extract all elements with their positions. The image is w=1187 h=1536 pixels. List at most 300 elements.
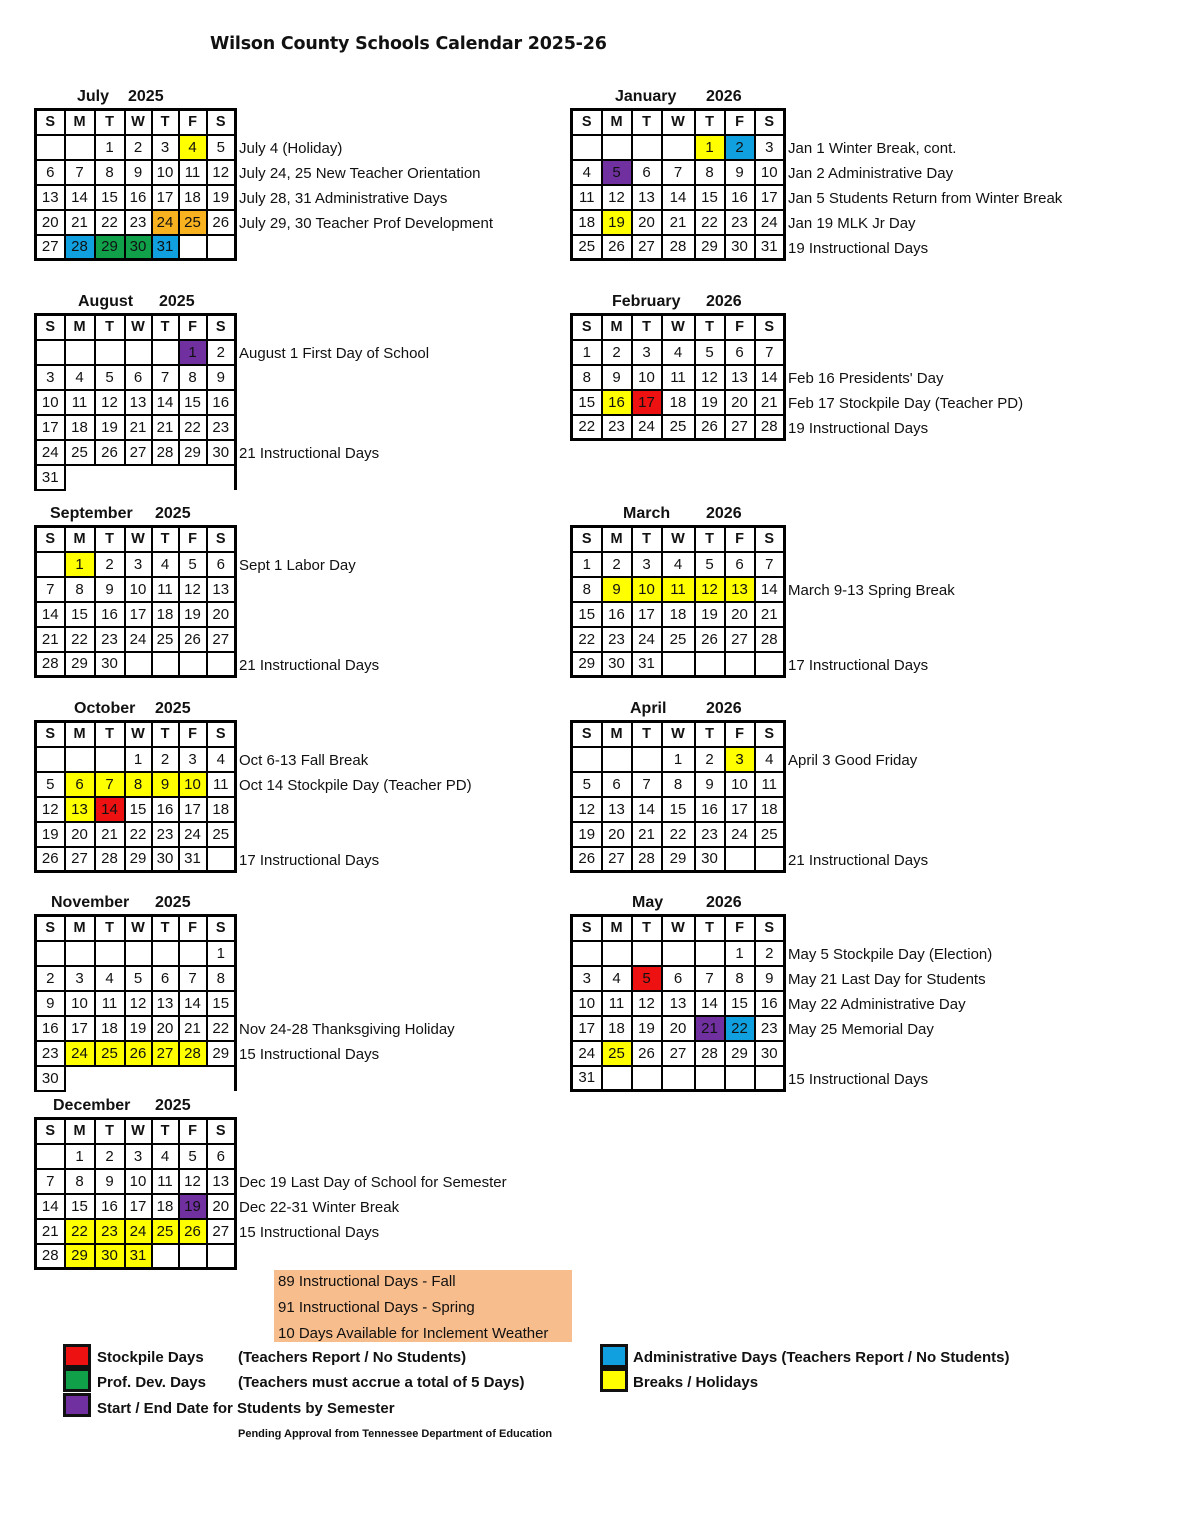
day-cell: 30 [95, 652, 125, 677]
instructional-days-summary [274, 1270, 572, 1342]
empty-day-cell [662, 135, 695, 160]
empty-day-cell [725, 1066, 755, 1091]
day-cell: 16 [95, 602, 125, 627]
empty-day-cell [152, 941, 179, 966]
day-cell: 12 [695, 365, 725, 390]
empty-day-cell [572, 941, 602, 966]
weekday-label: T [152, 315, 179, 340]
day-cell: 3 [755, 135, 785, 160]
month-note: Jan 5 Students Return from Winter Break [788, 190, 1063, 207]
empty-day-cell [125, 652, 152, 677]
week-row [36, 991, 236, 1016]
month-note: 21 Instructional Days [239, 445, 380, 462]
week-row [36, 415, 236, 440]
day-cell: 15 [572, 602, 602, 627]
empty-day-cell [572, 135, 602, 160]
day-cell: 4 [572, 160, 602, 185]
month-year: 2026 [706, 293, 742, 310]
day-cell: 2 [755, 941, 785, 966]
day-cell: 16 [695, 797, 725, 822]
week-row [36, 1066, 236, 1091]
month-grid-mar-2026 [570, 525, 786, 678]
weekday-label: M [602, 110, 632, 135]
weekday-label: F [179, 527, 207, 552]
day-cell: 22 [179, 415, 207, 440]
empty-day-cell [602, 1066, 632, 1091]
day-cell: 13 [207, 1169, 236, 1194]
empty-day-cell [695, 941, 725, 966]
day-cell: 1 [65, 552, 95, 577]
month-year: 2026 [706, 505, 742, 522]
weekday-label: F [725, 916, 755, 941]
day-cell: 25 [572, 235, 602, 260]
weekday-label: W [125, 1119, 152, 1144]
day-cell: 27 [125, 440, 152, 465]
month-note: Dec 22-31 Winter Break [239, 1199, 400, 1216]
week-row [572, 552, 785, 577]
day-cell: 21 [36, 1219, 65, 1244]
week-row [36, 1144, 236, 1169]
week-row [572, 1041, 785, 1066]
weekday-label: W [125, 527, 152, 552]
week-row [572, 365, 785, 390]
day-cell: 25 [755, 822, 785, 847]
day-cell: 20 [36, 210, 65, 235]
day-cell: 7 [179, 966, 207, 991]
day-cell: 5 [125, 966, 152, 991]
month-name: March [623, 505, 671, 522]
weekday-label: W [662, 916, 695, 941]
day-cell: 29 [695, 235, 725, 260]
day-cell: 21 [65, 210, 95, 235]
day-cell: 12 [207, 160, 236, 185]
day-cell: 30 [725, 235, 755, 260]
day-cell: 23 [95, 1219, 125, 1244]
day-cell: 15 [125, 797, 152, 822]
day-cell: 21 [755, 390, 785, 415]
week-row [36, 135, 236, 160]
day-cell: 10 [755, 160, 785, 185]
weekday-label: M [602, 916, 632, 941]
day-cell: 24 [179, 822, 207, 847]
day-cell: 23 [602, 415, 632, 440]
weekday-label: S [207, 722, 236, 747]
weekday-label: S [572, 110, 602, 135]
day-cell: 6 [725, 552, 755, 577]
empty-day-cell [755, 1066, 785, 1091]
month-note: Nov 24-28 Thanksgiving Holiday [239, 1021, 455, 1038]
day-cell: 17 [36, 415, 65, 440]
day-cell: 9 [695, 772, 725, 797]
day-cell: 26 [179, 1219, 207, 1244]
day-cell: 23 [152, 822, 179, 847]
weekday-label: T [95, 916, 125, 941]
month-note: July 24, 25 New Teacher Orientation [239, 165, 481, 182]
day-cell: 10 [632, 365, 662, 390]
day-cell: 10 [179, 772, 207, 797]
weekday-label: F [179, 1119, 207, 1144]
weekday-label: T [95, 722, 125, 747]
day-cell: 28 [662, 235, 695, 260]
day-cell: 28 [755, 415, 785, 440]
day-cell: 7 [36, 577, 65, 602]
legend-label-admin: Administrative Days (Teachers Report / No Students) [633, 1349, 1010, 1366]
legend-swatch-holiday [600, 1368, 628, 1392]
week-row [572, 1066, 785, 1091]
day-cell: 6 [725, 340, 755, 365]
day-cell: 17 [125, 1194, 152, 1219]
empty-day-cell [179, 941, 207, 966]
empty-day-cell [695, 1066, 725, 1091]
day-cell: 4 [95, 966, 125, 991]
day-cell: 16 [755, 991, 785, 1016]
day-cell: 26 [207, 210, 236, 235]
empty-day-cell [36, 1144, 65, 1169]
day-cell: 17 [725, 797, 755, 822]
weekday-label: M [602, 527, 632, 552]
day-cell: 29 [125, 847, 152, 872]
empty-day-cell [65, 340, 95, 365]
month-name: October [74, 700, 136, 717]
day-cell: 27 [207, 627, 236, 652]
day-cell: 1 [695, 135, 725, 160]
day-cell: 8 [725, 966, 755, 991]
empty-day-cell [207, 235, 236, 260]
day-cell: 2 [725, 135, 755, 160]
day-cell: 7 [65, 160, 95, 185]
month-name: July [77, 88, 110, 105]
day-cell: 31 [125, 1244, 152, 1269]
empty-day-cell [725, 652, 755, 677]
day-cell: 28 [36, 1244, 65, 1269]
day-cell: 4 [152, 552, 179, 577]
empty-day-cell [36, 340, 65, 365]
empty-day-cell [572, 747, 602, 772]
day-cell: 19 [36, 822, 65, 847]
day-cell: 2 [695, 747, 725, 772]
day-cell: 13 [662, 991, 695, 1016]
day-cell: 28 [65, 235, 95, 260]
day-cell: 15 [725, 991, 755, 1016]
day-cell: 15 [65, 602, 95, 627]
day-cell: 7 [695, 966, 725, 991]
day-cell: 27 [65, 847, 95, 872]
day-cell: 16 [602, 602, 632, 627]
day-cell: 24 [755, 210, 785, 235]
day-cell: 29 [65, 1244, 95, 1269]
day-cell: 5 [695, 340, 725, 365]
weekday-label: T [152, 722, 179, 747]
day-cell: 6 [632, 160, 662, 185]
month-note: August 1 First Day of School [239, 345, 430, 362]
week-row [36, 822, 236, 847]
weekday-header-row [36, 722, 236, 747]
day-cell: 20 [602, 822, 632, 847]
month-note: 15 Instructional Days [239, 1224, 380, 1241]
day-cell: 3 [179, 747, 207, 772]
day-cell: 11 [207, 772, 236, 797]
day-cell: 14 [755, 577, 785, 602]
empty-day-cell [125, 941, 152, 966]
month-name: December [53, 1097, 131, 1114]
empty-day-cell [36, 135, 65, 160]
day-cell: 19 [179, 1194, 207, 1219]
day-cell: 1 [572, 552, 602, 577]
day-cell: 30 [695, 847, 725, 872]
day-cell: 20 [725, 390, 755, 415]
weekday-label: S [207, 527, 236, 552]
day-cell: 29 [95, 235, 125, 260]
day-cell: 17 [179, 797, 207, 822]
day-cell: 5 [179, 552, 207, 577]
weekday-label: S [572, 722, 602, 747]
day-cell: 12 [632, 991, 662, 1016]
month-note: May 5 Stockpile Day (Election) [788, 946, 993, 963]
weekday-label: S [572, 916, 602, 941]
week-row [572, 185, 785, 210]
day-cell: 8 [95, 160, 125, 185]
month-note: 21 Instructional Days [788, 852, 929, 869]
weekday-header-row [572, 110, 785, 135]
day-cell: 13 [152, 991, 179, 1016]
day-cell: 11 [572, 185, 602, 210]
weekday-header-row [36, 315, 236, 340]
week-row [36, 1016, 236, 1041]
legend-swatch-admin [600, 1344, 628, 1368]
day-cell: 6 [36, 160, 65, 185]
empty-day-cell [65, 135, 95, 160]
legend-swatch-start-end [63, 1393, 91, 1417]
month-note: May 25 Memorial Day [788, 1021, 934, 1038]
day-cell: 21 [755, 602, 785, 627]
day-cell: 16 [125, 185, 152, 210]
weekday-label: M [602, 722, 632, 747]
day-cell: 1 [662, 747, 695, 772]
day-cell: 28 [755, 627, 785, 652]
legend-desc-prof-dev: (Teachers must accrue a total of 5 Days) [238, 1374, 525, 1391]
weekday-label: S [755, 110, 785, 135]
legend-label-prof-dev: Prof. Dev. Days [97, 1374, 206, 1391]
week-row [572, 160, 785, 185]
legend-swatch-prof-dev [63, 1368, 91, 1392]
day-cell: 12 [95, 390, 125, 415]
empty-day-cell [95, 941, 125, 966]
week-row [572, 235, 785, 260]
empty-day-cell [755, 652, 785, 677]
weekday-header-row [36, 916, 236, 941]
empty-day-cell [662, 1066, 695, 1091]
day-cell: 21 [179, 1016, 207, 1041]
week-row [572, 652, 785, 677]
day-cell: 11 [179, 160, 207, 185]
month-grid-feb-2026 [570, 313, 786, 441]
weekday-label: T [632, 527, 662, 552]
month-year: 2025 [128, 88, 164, 105]
empty-day-cell [662, 941, 695, 966]
day-cell: 26 [632, 1041, 662, 1066]
day-cell: 8 [207, 966, 236, 991]
weekday-label: M [65, 315, 95, 340]
day-cell: 15 [179, 390, 207, 415]
day-cell: 16 [725, 185, 755, 210]
day-cell: 22 [572, 415, 602, 440]
weekday-header-row [572, 722, 785, 747]
page-title: Wilson County Schools Calendar 2025-26 [210, 34, 607, 54]
day-cell: 27 [662, 1041, 695, 1066]
day-cell: 21 [95, 822, 125, 847]
day-cell: 4 [602, 966, 632, 991]
weekday-label: S [207, 110, 236, 135]
day-cell: 11 [755, 772, 785, 797]
month-note: 19 Instructional Days [788, 420, 929, 437]
day-cell: 24 [572, 1041, 602, 1066]
day-cell: 2 [95, 552, 125, 577]
day-cell: 29 [662, 847, 695, 872]
day-cell: 13 [65, 797, 95, 822]
weekday-label: S [207, 315, 236, 340]
day-cell: 27 [207, 1219, 236, 1244]
weekday-header-row [36, 110, 236, 135]
day-cell: 1 [125, 747, 152, 772]
day-cell: 2 [602, 340, 632, 365]
week-row [572, 577, 785, 602]
month-note: March 9-13 Spring Break [788, 582, 955, 599]
empty-day-cell [125, 340, 152, 365]
empty-day-cell [36, 552, 65, 577]
day-cell: 2 [95, 1144, 125, 1169]
weekday-label: F [179, 110, 207, 135]
legend-label-stockpile: Stockpile Days [97, 1349, 204, 1366]
day-cell: 7 [152, 365, 179, 390]
week-row [572, 966, 785, 991]
week-row [572, 340, 785, 365]
day-cell: 17 [152, 185, 179, 210]
day-cell: 5 [602, 160, 632, 185]
week-row [36, 340, 236, 365]
day-cell: 4 [152, 1144, 179, 1169]
day-cell: 11 [602, 991, 632, 1016]
day-cell: 7 [632, 772, 662, 797]
weekday-label: M [65, 1119, 95, 1144]
day-cell: 19 [125, 1016, 152, 1041]
weekday-label: T [695, 527, 725, 552]
day-cell: 31 [632, 652, 662, 677]
day-cell: 3 [725, 747, 755, 772]
day-cell: 25 [602, 1041, 632, 1066]
day-cell: 18 [572, 210, 602, 235]
day-cell: 16 [152, 797, 179, 822]
weekday-label: S [572, 527, 602, 552]
day-cell: 23 [725, 210, 755, 235]
day-cell: 22 [125, 822, 152, 847]
month-grid-jul-2025 [34, 108, 237, 261]
month-grid-sep-2025 [34, 525, 237, 678]
weekday-label: W [662, 315, 695, 340]
day-cell: 2 [207, 340, 236, 365]
weekday-label: S [36, 527, 65, 552]
week-row [36, 627, 236, 652]
day-cell: 18 [95, 1016, 125, 1041]
empty-day-cell [152, 1244, 179, 1269]
legend-label-start-end: Start / End Date for Students by Semester [97, 1400, 395, 1417]
weekday-label: T [632, 110, 662, 135]
empty-day-cell [95, 747, 125, 772]
day-cell: 4 [755, 747, 785, 772]
month-year: 2026 [706, 894, 742, 911]
day-cell: 10 [152, 160, 179, 185]
day-cell: 21 [695, 1016, 725, 1041]
day-cell: 3 [632, 552, 662, 577]
week-row [36, 1244, 236, 1269]
day-cell: 14 [632, 797, 662, 822]
empty-day-cell [36, 941, 65, 966]
weekday-label: W [662, 722, 695, 747]
day-cell: 17 [125, 602, 152, 627]
weekday-label: W [125, 722, 152, 747]
day-cell: 15 [572, 390, 602, 415]
empty-day-cell [179, 1244, 207, 1269]
month-grid-oct-2025 [34, 720, 237, 873]
day-cell: 22 [65, 1219, 95, 1244]
day-cell: 22 [572, 627, 602, 652]
day-cell: 19 [695, 602, 725, 627]
week-row [572, 747, 785, 772]
week-row [36, 185, 236, 210]
day-cell: 3 [65, 966, 95, 991]
day-cell: 31 [36, 465, 65, 490]
month-year: 2025 [159, 293, 195, 310]
weekday-header-row [572, 527, 785, 552]
day-cell: 23 [755, 1016, 785, 1041]
empty-day-cell [207, 847, 236, 872]
summary-fall: 89 Instructional Days - Fall [278, 1273, 456, 1290]
month-year: 2025 [155, 1097, 191, 1114]
day-cell: 29 [207, 1041, 236, 1066]
day-cell: 22 [95, 210, 125, 235]
month-note: May 22 Administrative Day [788, 996, 966, 1013]
day-cell: 17 [572, 1016, 602, 1041]
day-cell: 15 [65, 1194, 95, 1219]
day-cell: 1 [572, 340, 602, 365]
day-cell: 3 [632, 340, 662, 365]
day-cell: 25 [207, 822, 236, 847]
day-cell: 14 [152, 390, 179, 415]
day-cell: 20 [725, 602, 755, 627]
month-year: 2026 [706, 88, 742, 105]
day-cell: 6 [65, 772, 95, 797]
day-cell: 10 [725, 772, 755, 797]
day-cell: 25 [65, 440, 95, 465]
month-note: April 3 Good Friday [788, 752, 918, 769]
week-row [36, 552, 236, 577]
day-cell: 14 [695, 991, 725, 1016]
weekday-label: T [95, 110, 125, 135]
weekday-label: S [572, 315, 602, 340]
weekday-label: T [632, 315, 662, 340]
day-cell: 10 [572, 991, 602, 1016]
day-cell: 24 [725, 822, 755, 847]
day-cell: 24 [632, 627, 662, 652]
day-cell: 27 [152, 1041, 179, 1066]
day-cell: 14 [36, 1194, 65, 1219]
week-row [572, 210, 785, 235]
week-row [36, 1041, 236, 1066]
day-cell: 17 [65, 1016, 95, 1041]
day-cell: 10 [65, 991, 95, 1016]
month-note: Jan 19 MLK Jr Day [788, 215, 916, 232]
week-row [36, 847, 236, 872]
day-cell: 27 [725, 415, 755, 440]
